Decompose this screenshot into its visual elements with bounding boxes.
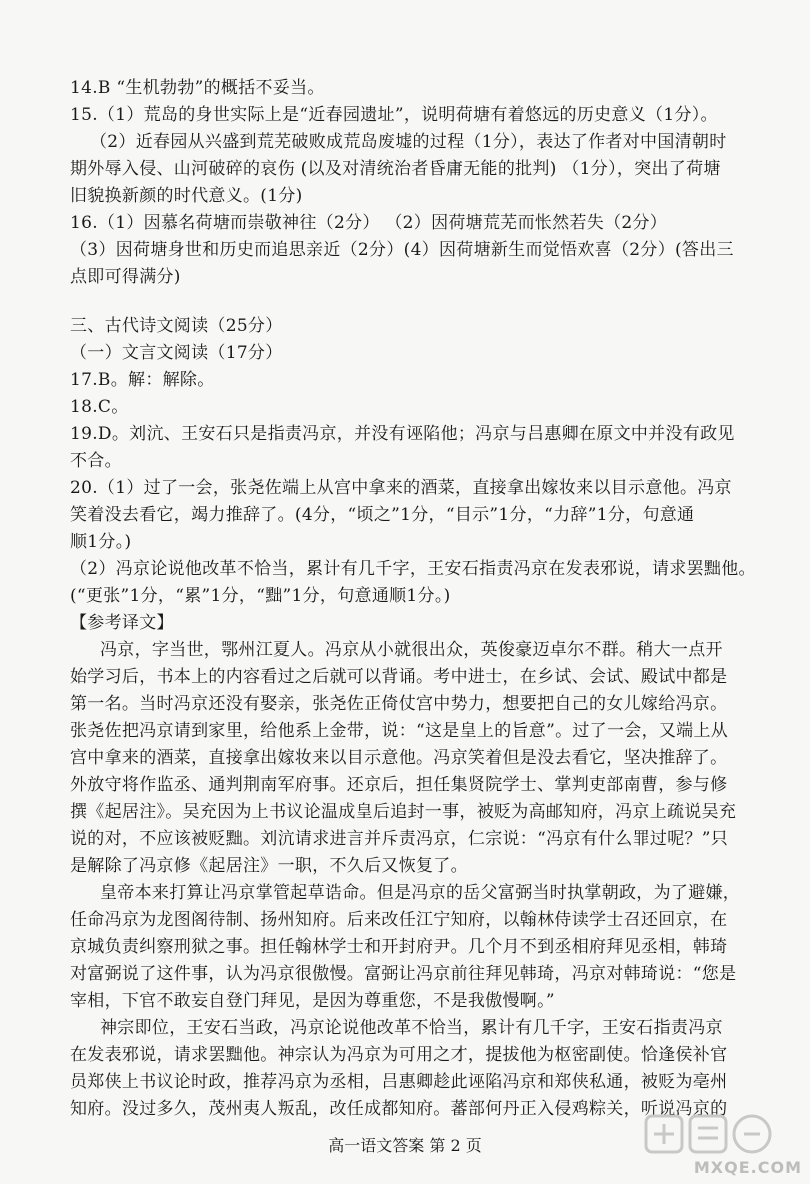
- translation-p1-line2: 始学习后，书本上的内容看过之后就可以背诵。考中进士，在乡试、会试、殿试中都是: [70, 667, 728, 687]
- translation-p2-line4: 对富弼说了这件事，认为冯京很傲慢。富弼让冯京前往拜见韩琦，冯京对韩琦说：“您是: [70, 964, 737, 984]
- translation-p3-line2: 在发表邪说，请求罢黜他。神宗认为冯京为可用之才，提拔他为枢密副使。恰逢侯补官: [70, 1045, 728, 1065]
- answer-18: 18.C。: [70, 397, 129, 417]
- translation-p1-line1: 冯京，字当世，鄂州江夏人。冯京从小就很出众，英俊豪迈卓尔不群。稍大一点开: [100, 640, 723, 660]
- translation-p3-line4: 知府。没过多久，茂州夷人叛乱，改任成都知府。蕃部何丹正入侵鸡粽关，听说冯京的: [70, 1099, 728, 1119]
- answer-19-line2: 不合。: [70, 451, 122, 471]
- translation-p1-line5: 宫中拿来的酒菜，直接拿出嫁妆来以目示意他。冯京笑着但是没去看它，坚决推辞了。: [70, 748, 728, 768]
- section-heading: 三、古代诗文阅读（25分）: [70, 316, 283, 336]
- translation-p2-line2: 任命冯京为龙图阁待制、扬州知府。后来改任江宁知府，以翰林侍读学士召还回京，在: [70, 910, 728, 930]
- translation-p2-line1: 皇帝本来打算让冯京掌管起草诰命。但是冯京的岳父富弼当时执掌朝政，为了避嫌，: [100, 883, 741, 903]
- translation-p1-line7: 撰《起居注》。吴充因为上书议论温成皇后追封一事，被贬为高邮知府，冯京上疏说吴充: [70, 802, 737, 822]
- answer-19-line1: 19.D。刘沆、王安石只是指责冯京，并没有诬陷他；冯京与吕惠卿在原文中并没有政见: [70, 424, 735, 444]
- subsection-heading: （一）文言文阅读（17分）: [70, 343, 283, 363]
- answer-16-line3: 点即可得满分): [70, 267, 181, 287]
- watermark-text: MXQE.COM: [693, 1158, 802, 1177]
- answer-15-part1: 15.（1）荒岛的身世实际上是“近春园遗址”，说明荷塘有着悠远的历史意义（1分）。: [70, 105, 718, 125]
- translation-p1-line8: 说的对，不应该被贬黜。刘沆请求进言并斥责冯京，仁宗说：“冯京有什么罪过呢？”只: [70, 829, 729, 849]
- answer-15-part2-line3: 旧貌换新颜的时代意义。(1分): [70, 186, 303, 206]
- answer-16-line1: 16.（1）因慕名荷塘而崇敬神往（2分） （2）因荷塘荒芜而怅然若失（2分）: [70, 213, 668, 233]
- translation-p1-line3: 第一名。当时冯京还没有娶亲，张尧佐正倚仗宫中势力，想要把自己的女儿嫁给冯京。: [70, 694, 728, 714]
- translation-p3-line3: 员郑侠上书议论时政，推荐冯京为丞相，吕惠卿趁此诬陷冯京和郑侠私通，被贬为亳州: [70, 1072, 728, 1092]
- page-footer: 高一语文答案 第 2 页: [328, 1136, 482, 1155]
- answer-20-part2-line1: （2）冯京论说他改革不恰当，累计有几千字，王安石指责冯京在发表邪说，请求罢黜他。: [70, 559, 756, 579]
- answer-20-line1: 20.（1）过了一会，张尧佐端上从宫中拿来的酒菜，直接拿出嫁妆来以目示意他。冯京: [70, 478, 732, 498]
- answer-16-line2: （3）因荷塘身世和历史而追思亲近（2分）(4）因荷塘新生而觉悟欢喜（2分）(答出三: [70, 240, 734, 260]
- answer-15-part2-line1: （2）近春园从兴盛到荒芜破败成荒岛废墟的过程（1分），表达了作者对中国清朝时: [90, 132, 727, 152]
- answer-20-part2-line2: (“更张”1分，“累”1分，“黜”1分，句意通顺1分。): [70, 586, 451, 606]
- answer-20-line3: 顺1分。): [70, 532, 132, 552]
- answer-20-line2: 笑着没去看它，竭力推辞了。(4分，“顷之”1分，“目示”1分，“力辞”1分，句意通: [70, 505, 695, 525]
- translation-heading: 【参考译文】: [70, 613, 174, 633]
- translation-p2-line5: 宰相，下官不敢妄自登门拜见，是因为尊重您，不是我傲慢啊。”: [70, 991, 555, 1011]
- answer-15-part2-line2: 期外辱入侵、山河破碎的哀伤 (以及对清统治者昏庸无能的批判) （1分），突出了荷塘: [70, 159, 721, 179]
- translation-p1-line9: 是解除了冯京修《起居注》一职，不久后又恢复了。: [70, 856, 468, 876]
- translation-p1-line6: 外放守将作监丞、通判荆南军府事。还京后，担任集贤院学士、掌判吏部南曹，参与修: [70, 775, 728, 795]
- translation-p2-line3: 京城负责纠察刑狱之事。担任翰林学士和开封府尹。几个月不到丞相府拜见丞相，韩琦: [70, 937, 728, 957]
- translation-p3-line1: 神宗即位，王安石当政，冯京论说他改革不恰当，累计有几千字，王安石指责冯京: [100, 1018, 723, 1038]
- translation-p1-line4: 张尧佐把冯京请到家里，给他系上金带，说：“这是皇上的旨意”。过了一会，又端上从: [70, 721, 729, 741]
- answer-17: 17.B。解：解除。: [70, 370, 215, 390]
- answer-14: 14.B “生机勃勃”的概括不妥当。: [70, 78, 325, 98]
